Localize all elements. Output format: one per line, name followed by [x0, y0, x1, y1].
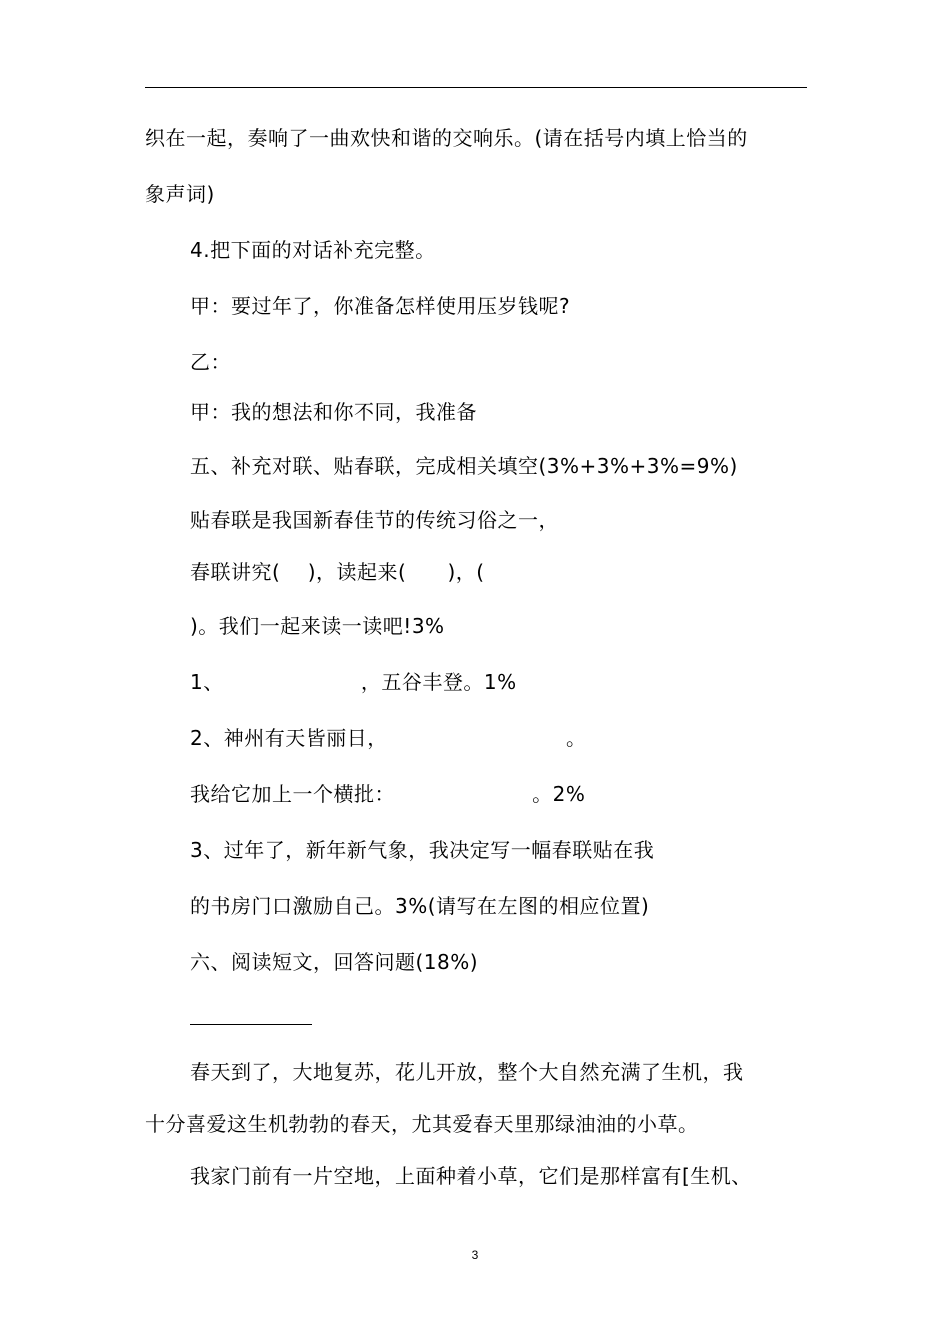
page-number: 3 — [471, 1248, 479, 1262]
couplet-intro: 贴春联是我国新春佳节的传统习俗之一， — [190, 508, 559, 532]
section-6-heading: 六、阅读短文，回答问题(18%) — [190, 950, 479, 974]
couplet-blanks-2: )。我们一起来读一读吧!3% — [190, 614, 445, 638]
couplet-item-3-cont: 的书房门口激励自己。3%(请写在左图的相应位置) — [190, 894, 650, 918]
passage-line-2: 十分喜爱这生机勃勃的春天，尤其爱春天里那绿油油的小草。 — [145, 1112, 699, 1136]
question-4-heading: 4.把下面的对话补充完整。 — [190, 238, 436, 262]
passage-line-3: 我家门前有一片空地，上面种着小草，它们是那样富有[生机、 — [190, 1164, 752, 1188]
text-line-2: 象声词) — [145, 182, 215, 206]
dialogue-yi: 乙： — [190, 350, 231, 374]
text-line-1: 织在一起，奏响了一曲欢快和谐的交响乐。(请在括号内填上恰当的 — [145, 126, 748, 150]
header-rule — [145, 87, 807, 88]
couplet-item-1: 1、 ，五谷丰登。1% — [190, 670, 517, 694]
couplet-blanks-1: 春联讲究( )，读起来( )，( — [190, 560, 485, 584]
passage-title-blank — [190, 1024, 312, 1025]
couplet-item-3: 3、过年了，新年新气象，我决定写一幅春联贴在我 — [190, 838, 655, 862]
dialogue-jia-1: 甲：要过年了，你准备怎样使用压岁钱呢? — [190, 294, 571, 318]
dialogue-jia-2: 甲：我的想法和你不同，我准备 — [190, 400, 477, 424]
couplet-horizontal: 我给它加上一个横批： 。2% — [190, 782, 586, 806]
section-5-heading: 五、补充对联、贴春联，完成相关填空(3%+3%+3%=9%) — [190, 454, 738, 478]
passage-line-1: 春天到了，大地复苏，花儿开放，整个大自然充满了生机，我 — [190, 1060, 744, 1084]
couplet-item-2: 2、神州有天皆丽日， 。 — [190, 726, 587, 750]
